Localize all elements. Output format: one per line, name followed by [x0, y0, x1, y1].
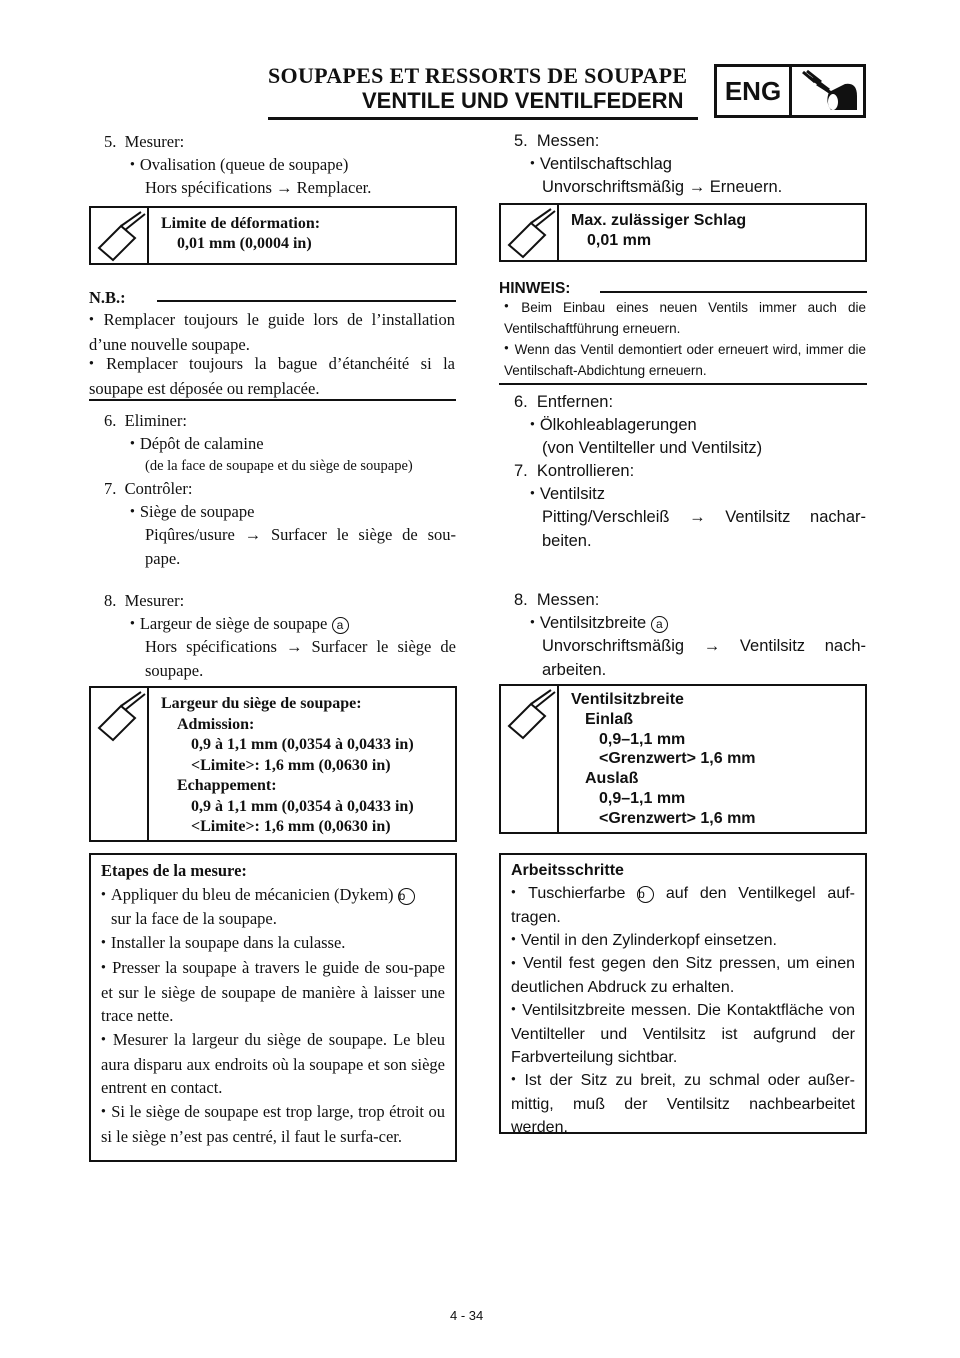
- fr-steps-item-1-rest: sur la face de la soupape.: [111, 909, 277, 929]
- fr-step8-sub: Hors spécifications → Surfacer le siège de soupape.: [145, 637, 456, 680]
- fr-step8-bullet-text: Largeur de siège de soupape: [139, 614, 328, 633]
- de-spec-box-seat-width: [499, 684, 867, 834]
- fr-step6-bullet: ● Dépôt de calamine: [130, 432, 264, 457]
- de-spec1-value: 0,01 mm: [587, 231, 652, 249]
- fr-spec2-line-3: 0,9 à 1,1 mm (0,0354 à 0,0433 in): [191, 736, 414, 753]
- de-spec2-line-3: 0,9–1,1 mm: [599, 730, 686, 748]
- fr-nb-item-2: ● Remplacer toujours la bague d’étanchéité si la soupape est déposée ou remplacée.: [89, 352, 455, 400]
- de-spec2-line-4: <Grenzwert> 1,6 mm: [599, 750, 756, 768]
- fr-step7-bullet: ● Siège de soupape: [130, 500, 254, 525]
- fr-spec2-line-4: <Limite>: 1,6 mm (0,0630 in): [191, 756, 391, 774]
- de-spec2-line-6: 0,9–1,1 mm: [599, 789, 686, 807]
- callout-b-marker: b: [398, 888, 415, 905]
- de-spec-box-runout: [499, 203, 867, 262]
- de-steps-item-1-rest: auf den Ventilkegel auf-tragen.: [511, 885, 855, 926]
- valve-spring-icon: [792, 67, 863, 115]
- de-nb-rule-bottom: [499, 383, 867, 385]
- de-step5-sub: Unvorschriftsmäßig → Erneuern.: [542, 178, 783, 196]
- fr-spec2-line-6: 0,9 à 1,1 mm (0,0354 à 0,0433 in): [191, 797, 414, 815]
- de-steps-item-2: ● Ventil in den Zylinderkopf einsetzen.: [511, 929, 855, 952]
- fr-step7-sub: Piqûres/usure → Surfacer le siège de sou-pape.: [145, 525, 456, 568]
- fr-nb-rule-bottom: [89, 399, 456, 401]
- fr-steps-item-3: ● Presser la soupape à travers le guide de sou-pape et sur le siège de soupape de manière à laisser une trace nette.: [101, 956, 445, 1028]
- de-nb-rule-top: [600, 291, 867, 293]
- fr-step8-bullet: [130, 612, 349, 637]
- de-step6-bullet: ● Ölkohleablagerungen: [530, 414, 697, 438]
- de-spec2-line-5: Auslaß: [585, 770, 639, 788]
- de-step5-title: 5. Messen:: [514, 132, 600, 150]
- de-step8-sub: Unvorschriftsmäßig → Ventilsitz nach-arbeiten.: [542, 637, 866, 679]
- fr-spec1-label: Limite de déformation:: [161, 215, 321, 232]
- de-steps-box: [499, 853, 867, 1134]
- de-step8-bullet-text: Ventilsitzbreite: [539, 614, 647, 633]
- fr-steps-item-2: ● Installer la soupape dans la culasse.: [101, 931, 445, 956]
- de-steps-item-1-text: Tuschierfarbe: [528, 885, 626, 903]
- fr-step7-title: 7. Contrôler:: [104, 479, 193, 498]
- fr-step5-sub: Hors spécifications → Remplacer.: [145, 178, 372, 197]
- de-nb-item-2: ● Wenn das Ventil demontiert oder erneuert wird, immer die Ventilschaft-Abdichtung erneuern.: [504, 340, 866, 381]
- fr-nb-title: N.B.:: [89, 288, 126, 307]
- fr-spec2-line-7: <Limite>: 1,6 mm (0,0630 in): [191, 818, 391, 835]
- de-steps-item-1: [511, 882, 855, 929]
- caliper-icon: [91, 688, 149, 840]
- fr-steps-item-1: [101, 883, 445, 931]
- de-step7-sub: Pitting/Verschleiß → Ventilsitz nachar-beiten.: [542, 508, 866, 550]
- caliper-icon: [501, 686, 559, 832]
- page-number: 4 - 34: [450, 1308, 484, 1323]
- de-step7-bullet: ● Ventilsitz: [530, 483, 605, 507]
- de-steps-item-3: ● Ventil fest gegen den Sitz pressen, um einen deutlichen Abdruck zu erhalten.: [511, 952, 855, 999]
- fr-nb-rule-top: [157, 300, 456, 302]
- de-step7-title: 7. Kontrollieren:: [514, 462, 635, 480]
- page-title-fr: SOUPAPES ET RESSORTS DE SOUPAPE: [268, 63, 688, 88]
- page-title-de: VENTILE UND VENTILFEDERN: [362, 88, 684, 113]
- fr-steps-item-1-text: Appliquer du bleu de mécanicien (Dykem): [110, 884, 394, 904]
- fr-spec-box-seat-width: [89, 686, 457, 842]
- fr-spec2-line-1: Largeur du siège de soupape:: [161, 695, 362, 712]
- de-spec2-line-7: <Grenzwert> 1,6 mm: [599, 809, 756, 827]
- de-step8-title: 8. Messen:: [514, 591, 600, 609]
- fr-step6-title: 6. Eliminer:: [104, 411, 187, 430]
- de-spec1-label: Max. zulässiger Schlag: [571, 212, 747, 229]
- fr-spec-box-deformation: [89, 206, 457, 265]
- de-spec2-line-1: Ventilsitzbreite: [571, 691, 684, 708]
- de-step6-sub: (von Ventilteller und Ventilsitz): [542, 439, 763, 457]
- fr-spec2-line-5: Echappement:: [177, 777, 277, 794]
- de-step8-bullet: [530, 612, 668, 636]
- section-badge: [714, 64, 866, 118]
- caliper-icon: [91, 208, 149, 263]
- de-steps-title: Arbeitsschritte: [511, 862, 624, 879]
- fr-nb-item-1: ● Remplacer toujours le guide lors de l’installation d’une nouvelle soupape.: [89, 308, 455, 356]
- de-steps-item-5: ● Ist der Sitz zu breit, zu schmal oder außer-mittig, muß der Ventilsitz nachbearbeitet werden.: [511, 1069, 855, 1139]
- de-step6-title: 6. Entfernen:: [514, 393, 614, 411]
- caliper-icon: [501, 205, 559, 260]
- fr-steps-item-4: ● Mesurer la largeur du siège de soupape. Le bleu aura disparu aux endroits où la soupape et son siège entrent en contact.: [101, 1028, 445, 1100]
- fr-steps-item-5: ● Si le siège de soupape est trop large, trop étroit ou si le siège n’est pas centré, il faut le surfa-cer.: [101, 1100, 445, 1148]
- callout-a-marker: a: [332, 617, 349, 634]
- fr-step8-title: 8. Mesurer:: [104, 591, 185, 610]
- badge-label: ENG: [717, 67, 792, 115]
- de-steps-item-4: ● Ventilsitzbreite messen. Die Kontaktfläche von Ventilteller und Ventilsitz ist aufgrund der Farbverteilung sichtbar.: [511, 999, 855, 1069]
- callout-b-marker: b: [637, 886, 654, 903]
- de-step5-bullet: ● Ventilschaftschlag: [530, 153, 672, 177]
- fr-step5-bullet: ● Ovalisation (queue de soupape): [130, 153, 348, 178]
- fr-steps-title: Etapes de la mesure:: [101, 861, 247, 880]
- fr-spec2-line-2: Admission:: [177, 715, 255, 733]
- fr-spec1-value: 0,01 mm (0,0004 in): [177, 234, 312, 252]
- fr-step5-title: 5. Mesurer:: [104, 132, 185, 151]
- de-nb-title: HINWEIS:: [499, 280, 571, 297]
- de-nb-item-1: ● Beim Einbau eines neuen Ventils immer auch die Ventilschaftführung erneuern.: [504, 298, 866, 339]
- fr-step6-sub: (de la face de soupape et du siège de soupape): [145, 458, 413, 474]
- de-spec2-line-2: Einlaß: [585, 710, 634, 728]
- fr-steps-box: [89, 853, 457, 1162]
- header-rule: [268, 117, 698, 120]
- callout-a-marker: a: [651, 616, 668, 633]
